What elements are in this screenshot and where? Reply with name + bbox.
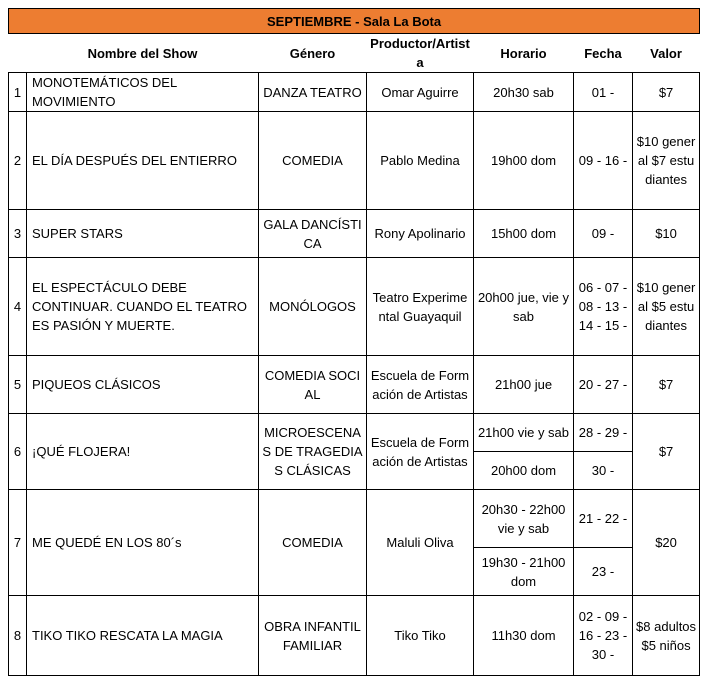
schedule-time: 19h30 - 21h00 dom bbox=[474, 548, 574, 596]
price: $10 general $7 estudiantes bbox=[633, 112, 700, 210]
row-number: 6 bbox=[9, 414, 27, 490]
table-row bbox=[9, 210, 700, 258]
header-valor: Valor bbox=[633, 34, 700, 73]
table-row bbox=[9, 73, 700, 112]
producer: Pablo Medina bbox=[367, 112, 474, 210]
genre: COMEDIA bbox=[259, 490, 367, 596]
table-row bbox=[9, 414, 700, 452]
price: $7 bbox=[633, 73, 700, 112]
genre: MICROESCENAS DE TRAGEDIAS CLÁSICAS bbox=[259, 414, 367, 490]
header-productor: Productor/Artista bbox=[367, 34, 474, 73]
date: 01 - bbox=[574, 73, 633, 112]
genre: MONÓLOGOS bbox=[259, 258, 367, 356]
row-number: 1 bbox=[9, 73, 27, 112]
row-number: 3 bbox=[9, 210, 27, 258]
schedule-time: 21h00 jue bbox=[474, 356, 574, 414]
producer: Escuela de Formación de Artistas bbox=[367, 414, 474, 490]
table-title: SEPTIEMBRE - Sala La Bota bbox=[9, 9, 700, 34]
date: 20 - 27 - bbox=[574, 356, 633, 414]
show-name: MONOTEMÁTICOS DEL MOVIMIENTO bbox=[27, 73, 259, 112]
header-genero: Género bbox=[259, 34, 367, 73]
genre: COMEDIA SOCIAL bbox=[259, 356, 367, 414]
header-nombre: Nombre del Show bbox=[27, 34, 259, 73]
row-number: 7 bbox=[9, 490, 27, 596]
header-number bbox=[9, 34, 27, 73]
row-number: 8 bbox=[9, 596, 27, 676]
row-number: 2 bbox=[9, 112, 27, 210]
schedule-table bbox=[8, 8, 700, 676]
date: 09 - 16 - bbox=[574, 112, 633, 210]
price: $7 bbox=[633, 356, 700, 414]
header-fecha: Fecha bbox=[574, 34, 633, 73]
genre: GALA DANCÍSTICA bbox=[259, 210, 367, 258]
show-name: EL DÍA DESPUÉS DEL ENTIERRO bbox=[27, 112, 259, 210]
price: $20 bbox=[633, 490, 700, 596]
price: $10 bbox=[633, 210, 700, 258]
genre: OBRA INFANTIL FAMILIAR bbox=[259, 596, 367, 676]
table-row bbox=[9, 112, 700, 210]
schedule-time: 20h00 jue, vie y sab bbox=[474, 258, 574, 356]
schedule-time: 15h00 dom bbox=[474, 210, 574, 258]
show-name: SUPER STARS bbox=[27, 210, 259, 258]
producer: Maluli Oliva bbox=[367, 490, 474, 596]
price: $10 general $5 estudiantes bbox=[633, 258, 700, 356]
date: 28 - 29 - bbox=[574, 414, 633, 452]
row-number: 4 bbox=[9, 258, 27, 356]
table-body bbox=[9, 73, 700, 676]
date: 30 - bbox=[574, 452, 633, 490]
show-name: PIQUEOS CLÁSICOS bbox=[27, 356, 259, 414]
show-name: TIKO TIKO RESCATA LA MAGIA bbox=[27, 596, 259, 676]
date: 09 - bbox=[574, 210, 633, 258]
show-name: EL ESPECTÁCULO DEBE CONTINUAR. CUANDO EL TEATRO ES PASIÓN Y MUERTE. bbox=[27, 258, 259, 356]
producer: Escuela de Formación de Artistas bbox=[367, 356, 474, 414]
table-row bbox=[9, 258, 700, 356]
schedule-time: 19h00 dom bbox=[474, 112, 574, 210]
show-name: ¡QUÉ FLOJERA! bbox=[27, 414, 259, 490]
table-row bbox=[9, 490, 700, 548]
header-horario: Horario bbox=[474, 34, 574, 73]
schedule-time: 20h30 - 22h00 vie y sab bbox=[474, 490, 574, 548]
date: 02 - 09 - 16 - 23 - 30 - bbox=[574, 596, 633, 676]
schedule-time: 20h00 dom bbox=[474, 452, 574, 490]
producer: Rony Apolinario bbox=[367, 210, 474, 258]
price: $7 bbox=[633, 414, 700, 490]
date: 06 - 07 - 08 - 13 - 14 - 15 - bbox=[574, 258, 633, 356]
producer: Omar Aguirre bbox=[367, 73, 474, 112]
date: 21 - 22 - bbox=[574, 490, 633, 548]
table-row bbox=[9, 356, 700, 414]
genre: DANZA TEATRO bbox=[259, 73, 367, 112]
row-number: 5 bbox=[9, 356, 27, 414]
show-name: ME QUEDÉ EN LOS 80´s bbox=[27, 490, 259, 596]
schedule-time: 11h30 dom bbox=[474, 596, 574, 676]
genre: COMEDIA bbox=[259, 112, 367, 210]
table-row bbox=[9, 596, 700, 676]
date: 23 - bbox=[574, 548, 633, 596]
producer: Tiko Tiko bbox=[367, 596, 474, 676]
schedule-time: 21h00 vie y sab bbox=[474, 414, 574, 452]
producer: Teatro Experimental Guayaquil bbox=[367, 258, 474, 356]
price: $8 adultos $5 niños bbox=[633, 596, 700, 676]
schedule-time: 20h30 sab bbox=[474, 73, 574, 112]
